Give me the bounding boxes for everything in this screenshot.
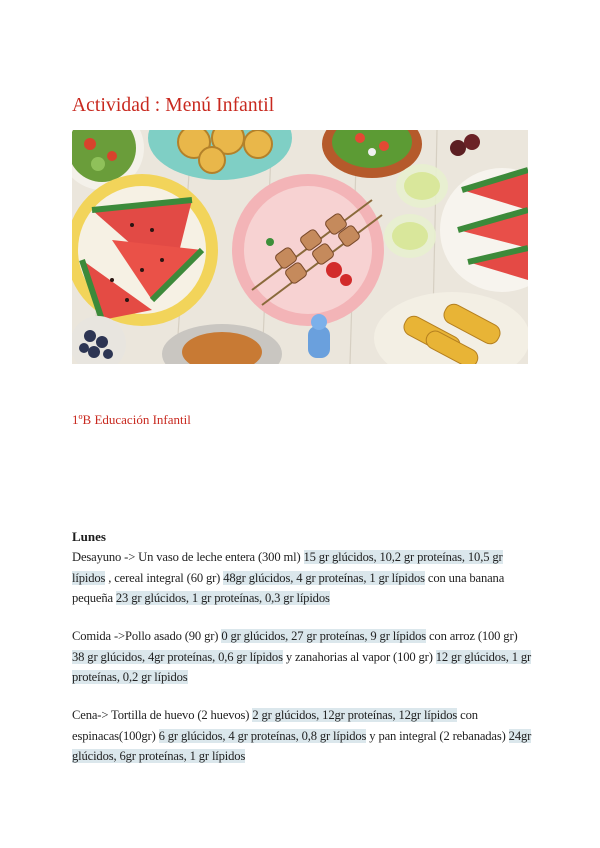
- breakfast-text-2: , cereal integral (60 gr): [105, 570, 224, 585]
- lunch-nutrition-1: 0 gr glúcidos, 27 gr proteínas, 9 gr lípidos: [221, 629, 426, 643]
- lunch-paragraph: [72, 626, 532, 688]
- lunch-text-2: con arroz (100 gr): [425, 629, 518, 643]
- food-photo: [72, 130, 528, 364]
- dinner-nutrition-1: 2 gr glúcidos, 12gr proteínas, 12gr lípidos: [252, 708, 458, 722]
- dinner-nutrition-3: 24gr glúcidos, 6gr proteínas, 1 gr lípidos: [72, 728, 532, 763]
- dinner-nutrition-2: 6 gr glúcidos, 4 gr proteínas, 0,8 gr lípidos: [158, 728, 367, 743]
- dinner-text-2: con espinacas(100gr): [72, 708, 478, 743]
- dinner-text-3: y pan integral (2 rebanadas): [366, 728, 509, 743]
- lunch-text-1: Comida ->Pollo asado (90 gr): [72, 629, 222, 643]
- breakfast-nutrition-2: 48gr glúcidos, 4 gr proteínas, 1 gr lípidos: [223, 570, 425, 585]
- lunch-nutrition-2: 38 gr glúcidos, 4gr proteínas, 0,6 gr lípidos: [72, 649, 283, 664]
- document-title: Actividad : Menú Infantil: [72, 95, 275, 116]
- lunch-nutrition-3: 12 gr glúcidos, 1 gr proteínas, 0,2 gr lípidos: [72, 649, 532, 684]
- breakfast-text-1: Desayuno -> Un vaso de leche entera (300 ml): [72, 550, 304, 564]
- class-subtitle: 1ºB Educación Infantil: [72, 412, 191, 427]
- day-heading: Lunes: [72, 529, 106, 544]
- lunch-text-3: y zanahorias al vapor (100 gr): [282, 649, 436, 664]
- dinner-text-1: Cena-> Tortilla de huevo (2 huevos): [72, 708, 253, 722]
- breakfast-nutrition-3: 23 gr glúcidos, 1 gr proteínas, 0,3 gr lípidos: [115, 591, 330, 605]
- breakfast-text-3: con una banana pequeña: [72, 570, 505, 605]
- dinner-paragraph: [72, 705, 532, 767]
- breakfast-nutrition-1: 15 gr glúcidos, 10,2 gr proteínas, 10,5 gr lípidos: [72, 550, 503, 585]
- breakfast-paragraph: [72, 547, 532, 609]
